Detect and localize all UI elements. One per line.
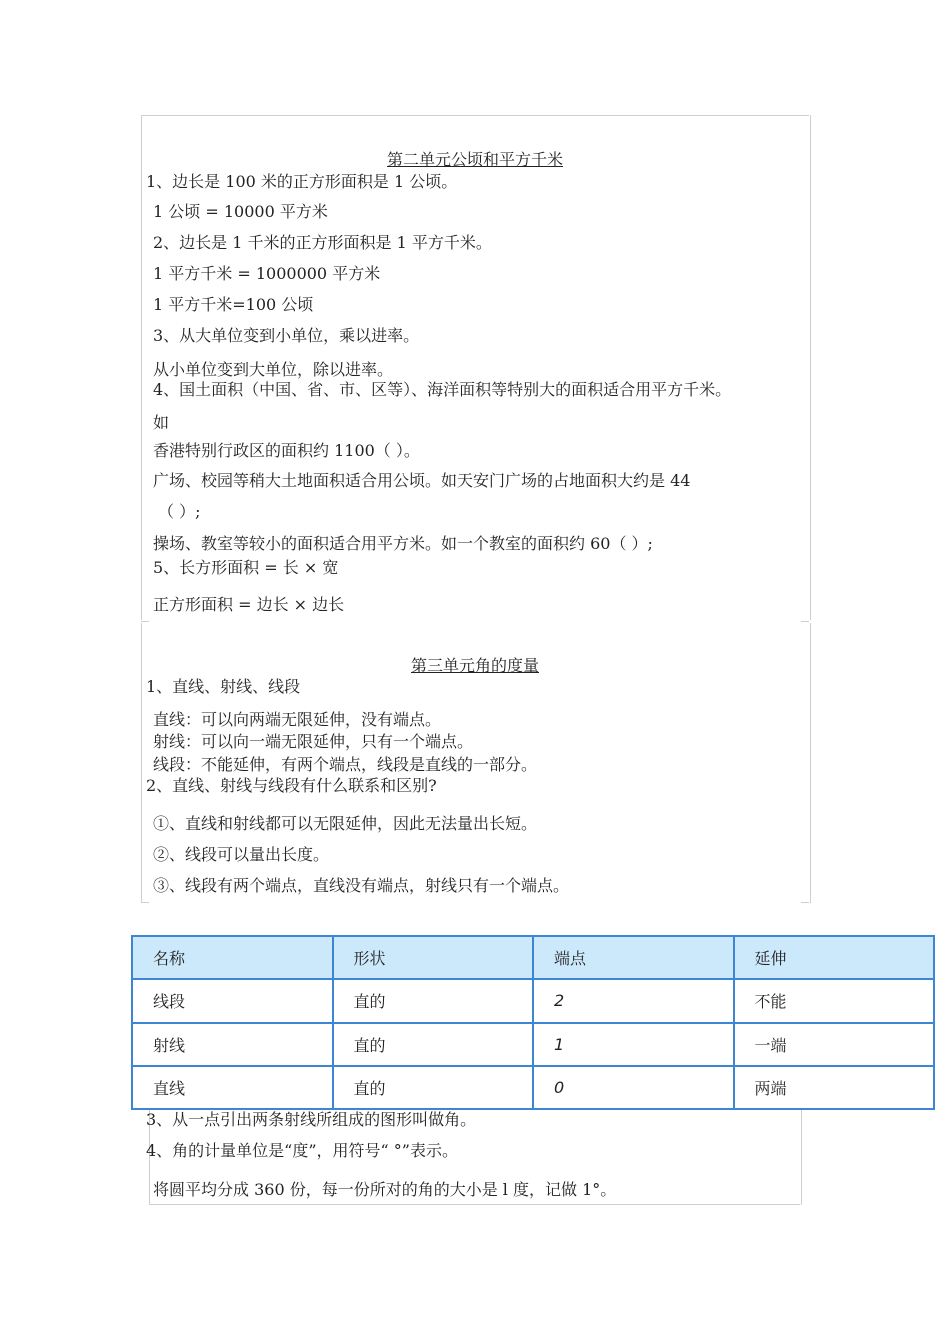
table-cell: 2 xyxy=(533,979,734,1022)
text-line: 1 平方千米 = 1000000 平方米 xyxy=(153,264,381,283)
table-cell: 0 xyxy=(533,1066,734,1109)
frame-tick xyxy=(801,902,809,903)
table-cell: 直的 xyxy=(333,1066,534,1109)
text-line: 1、边长是 100 米的正方形面积是 1 公顷。 xyxy=(146,172,458,191)
text-line: 从小单位变到大单位，除以进率。 xyxy=(153,360,394,379)
text-line: 5、长方形面积 = 长 × 宽 xyxy=(153,558,339,577)
frame-tick xyxy=(141,902,149,903)
text-line: 射线：可以向一端无限延伸，只有一个端点。 xyxy=(153,732,474,751)
text-line: 1 公顷 = 10000 平方米 xyxy=(153,202,328,221)
table-cell: 直的 xyxy=(333,1023,534,1066)
table-cell: 直的 xyxy=(333,979,534,1022)
text-line: ①、直线和射线都可以无限延伸，因此无法量出长短。 xyxy=(153,814,538,833)
text-line: （ ）; xyxy=(158,502,201,521)
table-header-cell: 名称 xyxy=(132,936,333,979)
text-line: 1、直线、射线、线段 xyxy=(146,677,301,696)
frame-tick xyxy=(141,621,149,622)
table-row xyxy=(132,979,934,1022)
table-cell: 射线 xyxy=(132,1023,333,1066)
frame-tick xyxy=(801,621,809,622)
text-line: 正方形面积 = 边长 × 边长 xyxy=(153,595,345,614)
line-comparison-table xyxy=(131,935,935,1110)
table-header-cell: 形状 xyxy=(333,936,534,979)
text-line: ③、线段有两个端点，直线没有端点，射线只有一个端点。 xyxy=(153,876,570,895)
table-cell: 两端 xyxy=(734,1066,935,1109)
text-line: 1 平方千米=100 公顷 xyxy=(153,295,314,314)
text-line: ②、线段可以量出长度。 xyxy=(153,845,330,864)
section-title-unit3: 第三单元角的度量 xyxy=(410,656,539,675)
section-title-unit2: 第二单元公顷和平方千米 xyxy=(386,150,563,169)
table-cell: 1 xyxy=(533,1023,734,1066)
text-line: 操场、教室等较小的面积适合用平方米。如一个教室的面积约 60（ ）; xyxy=(153,534,653,553)
frame-tick xyxy=(141,115,809,116)
text-line: 4、角的计量单位是“度”，用符号“ °”表示。 xyxy=(146,1141,458,1160)
text-line: 2、边长是 1 千米的正方形面积是 1 平方千米。 xyxy=(153,233,492,252)
text-line: 3、从大单位变到小单位，乘以进率。 xyxy=(153,326,420,345)
text-line: 广场、校园等稍大土地面积适合用公顷。如天安门广场的占地面积大约是 44 xyxy=(153,471,691,490)
frame-tick xyxy=(149,1204,800,1205)
table-row xyxy=(132,1023,934,1066)
table-header-cell: 延伸 xyxy=(734,936,935,979)
text-line: 如 xyxy=(153,413,170,432)
text-line: 3、从一点引出两条射线所组成的图形叫做角。 xyxy=(146,1110,477,1129)
text-line: 直线：可以向两端无限延伸，没有端点。 xyxy=(153,710,442,729)
table-header-cell: 端点 xyxy=(533,936,734,979)
text-line: 2、直线、射线与线段有什么联系和区别? xyxy=(146,776,437,795)
table-cell: 线段 xyxy=(132,979,333,1022)
text-line: 将圆平均分成 360 份，每一份所对的角的大小是 l 度，记做 1°。 xyxy=(153,1180,617,1199)
table-header-row xyxy=(132,936,934,979)
text-line: 香港特别行政区的面积约 1100（ ）。 xyxy=(153,441,420,460)
table-row xyxy=(132,1066,934,1109)
table-cell: 直线 xyxy=(132,1066,333,1109)
table-cell: 不能 xyxy=(734,979,935,1022)
text-line: 4、国土面积（中国、省、市、区等）、海洋面积等特别大的面积适合用平方千米。 xyxy=(153,380,732,399)
table-cell: 一端 xyxy=(734,1023,935,1066)
text-line: 线段：不能延伸，有两个端点，线段是直线的一部分。 xyxy=(153,755,538,774)
